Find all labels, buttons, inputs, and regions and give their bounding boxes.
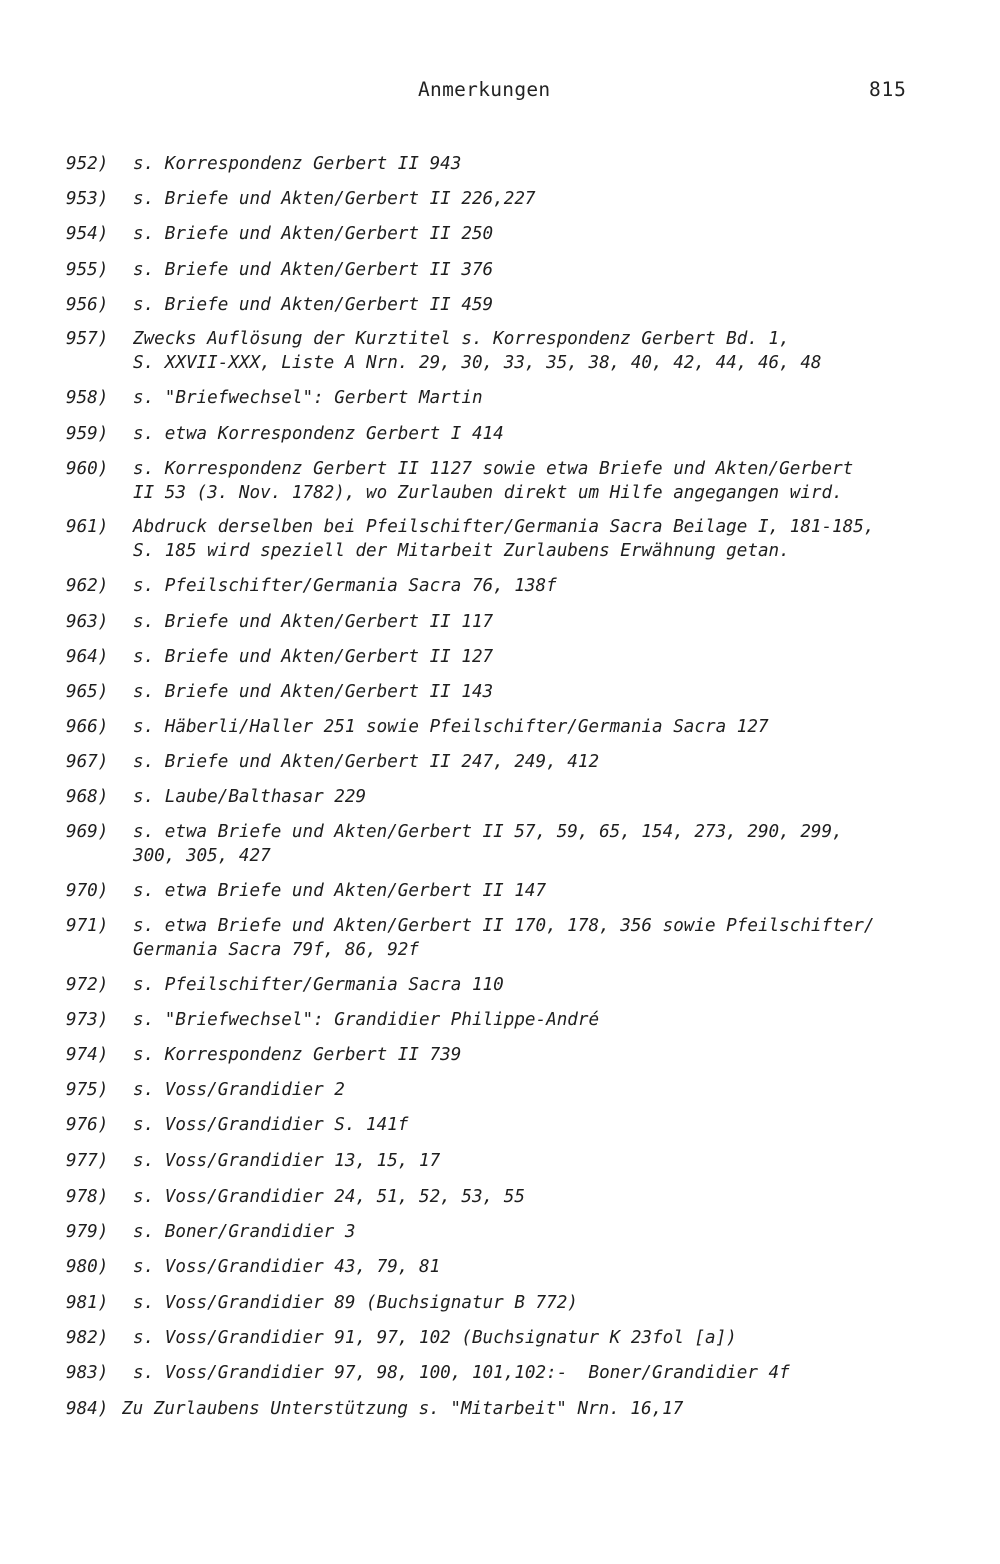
footnote-text-line: s. Voss/Grandidier 97, 98, 100, 101,102:- Boner/Grandidier 4f bbox=[133, 1363, 790, 1383]
footnote-text-line: s. Laube/Balthasar 229 bbox=[133, 787, 367, 807]
footnote-text bbox=[133, 681, 493, 705]
footnote-text-line: s. "Briefwechsel": Gerbert Martin bbox=[133, 388, 483, 408]
footnote-text-line: s. Häberli/Haller 251 sowie Pfeilschifter/Germania Sacra 127 bbox=[133, 717, 769, 737]
footnote-text-line: s. etwa Korrespondenz Gerbert I 414 bbox=[133, 424, 504, 444]
footnote-text bbox=[133, 153, 461, 177]
footnote-number: 972) bbox=[66, 975, 109, 995]
footnote-number: 979) bbox=[66, 1222, 109, 1242]
footnote-text bbox=[133, 516, 874, 563]
footnote-number: 975) bbox=[66, 1080, 109, 1100]
footnote-text bbox=[133, 1327, 737, 1351]
footnote-text bbox=[133, 821, 843, 868]
footnote-number: 956) bbox=[66, 295, 109, 315]
footnote-text bbox=[133, 223, 493, 247]
footnote-text bbox=[133, 259, 493, 283]
footnote-text-line: 300, 305, 427 bbox=[133, 845, 271, 866]
footnote-number: 984) bbox=[66, 1399, 109, 1419]
footnote-text bbox=[133, 575, 557, 599]
footnote-text bbox=[133, 1256, 440, 1280]
footnote-text-line: s. Pfeilschifter/Germania Sacra 76, 138f bbox=[133, 576, 557, 596]
footnote-text bbox=[133, 294, 493, 318]
footnote-text-line: Zu Zurlaubens Unterstützung s. "Mitarbeit" Nrn. 16,17 bbox=[122, 1399, 684, 1419]
footnote-text bbox=[133, 1114, 408, 1138]
footnote-text-line: s. Boner/Grandidier 3 bbox=[133, 1222, 356, 1242]
footnote-text bbox=[133, 423, 504, 447]
footnote-text bbox=[133, 1221, 355, 1245]
footnote-number: 983) bbox=[66, 1363, 109, 1383]
footnote-number: 982) bbox=[66, 1328, 109, 1348]
footnote-text-line: s. etwa Briefe und Akten/Gerbert II 57, 59, 65, 154, 273, 290, 299, bbox=[133, 822, 843, 842]
footnote-text-line: S. 185 wird speziell der Mitarbeit Zurlaubens Erwähnung getan. bbox=[133, 540, 790, 561]
footnote-number: 976) bbox=[66, 1115, 109, 1135]
footnote-number: 965) bbox=[66, 682, 109, 702]
footnote-text-line: s. Briefe und Akten/Gerbert II 226,227 bbox=[133, 189, 536, 209]
footnote-text-line: s. Korrespondenz Gerbert II 739 bbox=[133, 1045, 462, 1065]
footnote-number: 955) bbox=[66, 260, 109, 280]
footnote-number: 966) bbox=[66, 717, 109, 737]
footnote-number: 981) bbox=[66, 1293, 109, 1313]
footnote-text-line: s. Briefe und Akten/Gerbert II 117 bbox=[133, 612, 494, 632]
footnote-number: 959) bbox=[66, 424, 109, 444]
footnote-text-line: s. etwa Briefe und Akten/Gerbert II 147 bbox=[133, 881, 547, 901]
footnote-number: 980) bbox=[66, 1257, 109, 1277]
footnote-text-line: s. Briefe und Akten/Gerbert II 459 bbox=[133, 295, 494, 315]
footnote-number: 957) bbox=[66, 329, 109, 349]
running-title: Anmerkungen bbox=[418, 78, 551, 101]
footnote-text-line: S. XXVII-XXX, Liste A Nrn. 29, 30, 33, 35, 38, 40, 42, 44, 46, 48 bbox=[133, 352, 822, 373]
footnote-text bbox=[133, 1079, 345, 1103]
footnote-text-line: Zwecks Auflösung der Kurztitel s. Korrespondenz Gerbert Bd. 1, bbox=[133, 329, 790, 349]
footnote-number: 960) bbox=[66, 459, 109, 479]
footnote-text bbox=[133, 458, 853, 505]
footnote-text bbox=[133, 387, 483, 411]
footnote-text bbox=[133, 328, 822, 375]
footnote-text-line: s. Voss/Grandidier 2 bbox=[133, 1080, 345, 1100]
footnote-number: 954) bbox=[66, 224, 109, 244]
footnote-text-line: s. Voss/Grandidier S. 141f bbox=[133, 1115, 409, 1135]
running-head bbox=[0, 78, 1000, 106]
footnote-text bbox=[133, 1186, 525, 1210]
footnote-text bbox=[133, 1009, 599, 1033]
footnote-text bbox=[133, 611, 493, 635]
footnote-text-line: Germania Sacra 79f, 86, 92f bbox=[133, 939, 419, 960]
footnote-number: 974) bbox=[66, 1045, 109, 1065]
footnote-text-line: s. Briefe und Akten/Gerbert II 376 bbox=[133, 260, 494, 280]
footnote-text bbox=[133, 1150, 440, 1174]
footnote-text bbox=[133, 1292, 578, 1316]
footnote-text bbox=[133, 188, 536, 212]
footnote-text-line: s. Briefe und Akten/Gerbert II 250 bbox=[133, 224, 494, 244]
footnote-text bbox=[122, 1398, 683, 1422]
footnote-text bbox=[133, 786, 366, 810]
footnote-text-line: II 53 (3. Nov. 1782), wo Zurlauben direkt um Hilfe angegangen wird. bbox=[133, 482, 843, 503]
footnote-text-line: s. Briefe und Akten/Gerbert II 247, 249, 412 bbox=[133, 752, 600, 772]
footnote-text-line: s. Voss/Grandidier 24, 51, 52, 53, 55 bbox=[133, 1187, 525, 1207]
footnote-text-line: s. "Briefwechsel": Grandidier Philippe-André bbox=[133, 1010, 600, 1030]
footnote-number: 961) bbox=[66, 517, 109, 537]
footnote-number: 953) bbox=[66, 189, 109, 209]
footnote-text bbox=[133, 1362, 790, 1386]
footnote-number: 964) bbox=[66, 647, 109, 667]
footnote-text bbox=[133, 646, 493, 670]
footnote-text-line: s. Voss/Grandidier 89 (Buchsignatur B 772) bbox=[133, 1293, 578, 1313]
footnote-text-line: s. Voss/Grandidier 91, 97, 102 (Buchsignatur K 23fol [a]) bbox=[133, 1328, 737, 1348]
footnote-text bbox=[133, 880, 546, 904]
footnote-text-line: s. Briefe und Akten/Gerbert II 127 bbox=[133, 647, 494, 667]
footnote-number: 968) bbox=[66, 787, 109, 807]
footnote-text-line: s. Voss/Grandidier 13, 15, 17 bbox=[133, 1151, 441, 1171]
footnote-text-line: s. Pfeilschifter/Germania Sacra 110 bbox=[133, 975, 504, 995]
footnote-text-line: s. Voss/Grandidier 43, 79, 81 bbox=[133, 1257, 441, 1277]
footnote-text bbox=[133, 1044, 461, 1068]
footnote-text-line: s. Korrespondenz Gerbert II 943 bbox=[133, 154, 462, 174]
footnote-number: 977) bbox=[66, 1151, 109, 1171]
footnote-text-line: s. Briefe und Akten/Gerbert II 143 bbox=[133, 682, 494, 702]
footnote-number: 952) bbox=[66, 154, 109, 174]
footnote-number: 973) bbox=[66, 1010, 109, 1030]
footnote-number: 970) bbox=[66, 881, 109, 901]
footnote-text-line: Abdruck derselben bei Pfeilschifter/Germania Sacra Beilage I, 181-185, bbox=[133, 517, 875, 537]
footnote-number: 958) bbox=[66, 388, 109, 408]
footnote-text bbox=[133, 751, 599, 775]
footnote-text-line: s. etwa Briefe und Akten/Gerbert II 170, 178, 356 sowie Pfeilschifter/ bbox=[133, 916, 875, 936]
footnote-text bbox=[133, 716, 769, 740]
footnote-text bbox=[133, 915, 874, 962]
footnote-number: 963) bbox=[66, 612, 109, 632]
footnote-number: 971) bbox=[66, 916, 109, 936]
page-number: 815 bbox=[869, 78, 907, 101]
footnote-number: 969) bbox=[66, 822, 109, 842]
footnote-text-line: s. Korrespondenz Gerbert II 1127 sowie etwa Briefe und Akten/Gerbert bbox=[133, 459, 854, 479]
footnote-number: 962) bbox=[66, 576, 109, 596]
footnote-text bbox=[133, 974, 504, 998]
footnote-number: 978) bbox=[66, 1187, 109, 1207]
footnote-number: 967) bbox=[66, 752, 109, 772]
